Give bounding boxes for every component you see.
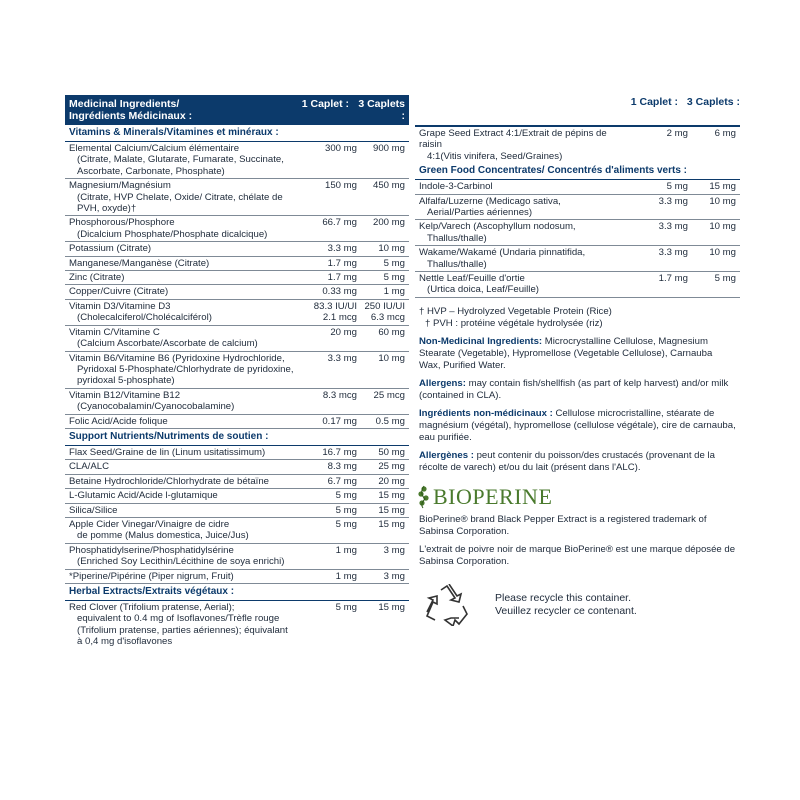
ingredient-row	[415, 195, 740, 221]
amount-3-caplets: 15 mg	[378, 602, 405, 613]
header-1-caplet: 1 Caplet :	[301, 98, 349, 110]
amount-3-caplets: 1 mg	[383, 286, 405, 298]
ingredient-row	[65, 570, 409, 584]
amount-3-caplets: 10 mg	[709, 221, 736, 233]
amount-3-caplets: 3 mg	[383, 544, 405, 556]
header-3-caplets: 3 Caplets :	[358, 98, 405, 122]
ingredient-detail: (Citrate, Malate, Glutarate, Fumarate, Succinate, Ascorbate, Carbonate, Phosphate)	[77, 154, 284, 177]
ingredient-row	[65, 326, 409, 352]
ingredient-row	[65, 242, 409, 256]
ingredient-detail: (Citrate, HVP Chelate, Oxide/ Citrate, chélate de PVH, oxyde)†	[77, 191, 283, 215]
amount-3-caplets: 5 mg	[383, 257, 405, 269]
amount-3-caplets: 450 mg	[373, 180, 405, 192]
amount-1-caplet: 150 mg	[325, 180, 357, 192]
ingredient-row	[415, 246, 740, 272]
amount-1-caplet: 3.3 mg	[658, 247, 688, 259]
ingredient-row	[65, 389, 409, 415]
ingredient-row	[65, 352, 409, 389]
amount-3-caplets: 20 mg	[378, 475, 405, 487]
ingredient-row	[65, 179, 409, 216]
ingredient-name: Kelp/Varech (Ascophyllum nodosum, Thallus/thalle)	[419, 221, 626, 244]
amount-3-caplets: 15 mg	[378, 518, 405, 530]
amount-1-caplet: 83.3 IU/UI 2.1 mcg	[313, 300, 357, 324]
amount-1-caplet: 16.7 mg	[322, 446, 357, 458]
amount-3-caplets: 5 mg	[714, 273, 736, 285]
ingredient-name: Copper/Cuivre (Citrate)	[69, 286, 169, 298]
footnote-hvp: † HVP – Hydrolyzed Vegetable Protein (Rice)	[419, 305, 612, 317]
amount-1-caplet: 1 mg	[335, 544, 357, 556]
ingredient-name: *Piperine/Pipérine (Piper nigrum, Fruit)	[69, 570, 234, 582]
ingredient-name: Vitamin B12/Vitamine B12 (Cyanocobalamin/Cyanocobalamine)	[69, 390, 295, 413]
amount-3-caplets: 15 mg	[378, 504, 405, 516]
footnotes	[415, 298, 740, 330]
ingredient-name: Betaine Hydrochloride/Chlorhydrate de bétaïne	[69, 475, 269, 487]
amount-1-caplet: 3.3 mg	[658, 221, 688, 233]
footnote-pvh: † PVH : protéine végétale hydrolysée (riz)	[425, 317, 603, 329]
amount-3-caplets: 5 mg	[383, 272, 405, 284]
bioperine-logo	[415, 474, 740, 510]
amount-1-caplet: 3.3 mg	[658, 195, 688, 207]
ingredient-row	[65, 544, 409, 570]
medicinal-ingredients-table-right	[415, 95, 740, 626]
green-food-rows	[415, 180, 740, 298]
ingredient-detail: de pomme (Malus domestica, Juice/Jus)	[77, 530, 249, 542]
amount-1-caplet: 0.17 mg	[322, 415, 357, 427]
recycle-icon	[425, 584, 469, 626]
amount-1-caplet: 1 mg	[335, 570, 357, 582]
ingredient-name: Flax Seed/Graine de lin (Linum usitatissimum)	[69, 446, 266, 458]
ingredient-name: L-Glutamic Acid/Acide l-glutamique	[69, 490, 218, 502]
amount-1-caplet: 20 mg	[330, 326, 357, 338]
bioperine-trademark-fr: L'extrait de poivre noir de marque BioPerine® est une marque déposée de Sabinsa Corporation.	[419, 543, 736, 567]
ingredient-row	[65, 446, 409, 460]
amount-1-caplet: 1.7 mg	[327, 257, 357, 269]
ingredient-detail: (Cholecalciferol/Cholécalciférol)	[77, 312, 212, 324]
ingredient-row	[65, 271, 409, 285]
amount-1-caplet: 300 mg	[325, 143, 357, 154]
amount-1-caplet: 3.3 mg	[327, 352, 357, 364]
ingredient-name: Zinc (Citrate)	[69, 272, 125, 284]
amount-3-caplets: 900 mg	[373, 143, 405, 154]
bioperine-wordmark: BIOPERINE	[433, 483, 553, 509]
ingredient-detail: (Cyanocobalamin/Cyanocobalamine)	[77, 401, 235, 413]
ingredient-row	[415, 220, 740, 246]
green-food-title: Green Food Concentrates/ Concentrés d'aliments verts :	[415, 163, 740, 180]
amount-1-caplet: 66.7 mg	[322, 217, 357, 229]
ingredient-row	[65, 518, 409, 544]
ingredient-name: Nettle Leaf/Feuille d'ortie (Urtica doica, Leaf/Feuille)	[419, 273, 626, 296]
ingredient-name: Phosphorous/Phosphore (Dicalcium Phosphate/Phosphate dicalcique)	[69, 217, 295, 240]
amount-3-caplets: 60 mg	[378, 326, 405, 338]
ingredient-name: Grape Seed Extract 4:1/Extrait de pépins de raisin 4:1(Vitis vinifera, Seed/Graines)	[419, 128, 626, 162]
ingredient-detail: Pyridoxal 5-Phosphate/Chlorhydrate de pyridoxine, pyridoxal 5-phosphate)	[77, 363, 294, 387]
ingredient-detail: (Calcium Ascorbate/Ascorbate de calcium)	[77, 338, 258, 350]
amount-3-caplets: 15 mg	[378, 490, 405, 502]
ingredient-name: Phosphatidylserine/Phosphatidylsérine (Enriched Soy Lecithin/Lécithine de soya enrichi)	[69, 545, 295, 568]
non-medicinal-ingredients: Non-Medicinal Ingredients: Microcrystalline Cellulose, Magnesium Stearate (Vegetable), Hypromellose (Vegetable Cellulose), Carnauba Wax, Purified Water.	[419, 335, 713, 371]
amount-3-caplets: 25 mcg	[373, 389, 405, 401]
amount-3-caplets: 10 mg	[709, 195, 736, 207]
ingredient-row	[65, 460, 409, 474]
non-medicinal-ingredients-fr: Ingrédients non-médicinaux : Cellulose microcristalline, stéarate de magnésium (végétal), hypromellose (cellulose végétale), cire de carnauba, eau purifiée.	[419, 407, 736, 443]
amount-1-caplet: 5 mg	[666, 181, 688, 193]
ingredient-name: Vitamin B6/Vitamine B6 (Pyridoxine Hydrochloride, Pyridoxal 5-Phosphate/Chlorhydrate de pyridoxine, pyridoxal 5-phosphate)	[69, 352, 294, 387]
allergens-fr: Allergènes : peut contenir du poisson/des crustacés (provenant de la récolte de varech) et/ou du lait (présent dans l'ALC).	[419, 449, 715, 473]
amount-1-caplet: 1.7 mg	[327, 272, 357, 284]
amount-1-caplet: 3.3 mg	[327, 243, 357, 255]
ingredient-detail: (Urtica doica, Leaf/Feuille)	[427, 284, 539, 296]
ingredient-name: Magnesium/Magnésium (Citrate, HVP Chelate, Oxide/ Citrate, chélate de PVH, oxyde)†	[69, 180, 295, 214]
ingredient-name: Silica/Silice	[69, 504, 118, 516]
amount-1-caplet: 2 mg	[666, 128, 688, 139]
left-sections	[65, 125, 409, 649]
ingredient-detail: (Dicalcium Phosphate/Phosphate dicalcique)	[77, 228, 268, 240]
amount-3-caplets: 10 mg	[709, 247, 736, 259]
amount-1-caplet: 1.7 mg	[658, 273, 688, 285]
recycle-text	[469, 592, 637, 618]
amount-1-caplet: 0.33 mg	[322, 286, 357, 298]
ingredient-name: CLA/ALC	[69, 461, 109, 473]
pepper-vine-icon	[415, 485, 433, 509]
amount-3-caplets: 3 mg	[383, 570, 405, 582]
amount-3-caplets: 0.5 mg	[375, 415, 405, 427]
allergens: Allergens: may contain fish/shellfish (as part of kelp harvest) and/or milk (contained in CLA).	[419, 377, 729, 401]
amount-3-caplets: 10 mg	[378, 243, 405, 255]
section-title: Herbal Extracts/Extraits végétaux :	[65, 584, 409, 601]
ingredient-row	[65, 504, 409, 518]
ingredient-row	[415, 180, 740, 194]
ingredient-name: Elemental Calcium/Calcium élémentaire (Citrate, Malate, Glutarate, Fumarate, Succinate, Ascorbate, Carbonate, Phosphate)	[69, 143, 295, 177]
ingredient-name: Manganese/Manganèse (Citrate)	[69, 257, 210, 269]
amount-1-caplet: 5 mg	[335, 504, 357, 516]
ingredient-detail: 4:1(Vitis vinifera, Seed/Graines)	[427, 150, 563, 162]
section-title: Vitamins & Minerals/Vitamines et minéraux :	[65, 125, 409, 142]
bioperine-trademark-en: BioPerine® brand Black Pepper Extract is a registered trademark of Sabinsa Corporation.	[419, 513, 707, 537]
amount-3-caplets: 50 mg	[378, 446, 405, 458]
amount-1-caplet: 8.3 mg	[327, 461, 357, 473]
ingredient-detail: Thallus/thalle)	[427, 232, 487, 244]
amount-1-caplet: 5 mg	[335, 490, 357, 502]
table-header	[65, 95, 409, 125]
ingredient-row	[65, 601, 409, 649]
ingredient-name: Alfalfa/Luzerne (Medicago sativa, Aerial/Parties aériennes)	[419, 196, 626, 219]
ingredient-row	[65, 415, 409, 429]
amount-3-caplets: 200 mg	[373, 217, 405, 229]
ingredient-row	[65, 257, 409, 271]
header-1-caplet: 1 Caplet :	[630, 96, 678, 108]
ingredient-name: Apple Cider Vinegar/Vinaigre de cidre de pomme (Malus domestica, Juice/Jus)	[69, 519, 295, 542]
ingredient-detail: Aerial/Parties aériennes)	[427, 207, 533, 219]
header-3-caplets: 3 Caplets :	[686, 96, 740, 108]
ingredient-row	[65, 142, 409, 179]
ingredient-name: Wakame/Wakamé (Undaria pinnatifida, Thallus/thalle)	[419, 247, 626, 270]
ingredient-name: Indole-3-Carbinol	[419, 181, 493, 193]
amount-1-caplet: 6.7 mg	[327, 475, 357, 487]
amount-3-caplets: 15 mg	[709, 181, 736, 193]
ingredient-row	[65, 489, 409, 503]
ingredient-name: Vitamin D3/Vitamine D3 (Cholecalciferol/Cholécalciférol)	[69, 301, 295, 324]
amount-3-caplets: 10 mg	[378, 352, 405, 364]
ingredient-row	[65, 300, 409, 326]
amount-3-caplets: 6 mg	[714, 128, 736, 139]
ingredient-detail: (Enriched Soy Lecithin/Lécithine de soya enrichi)	[77, 556, 285, 568]
header-line-1: Medicinal Ingredients/	[69, 98, 180, 110]
amount-1-caplet: 5 mg	[335, 602, 357, 613]
section-title: Support Nutrients/Nutriments de soutien :	[65, 429, 409, 446]
amount-3-caplets: 250 IU/UI 6.3 mcg	[364, 300, 405, 324]
right-header	[415, 95, 740, 109]
ingredient-name: Folic Acid/Acide folique	[69, 415, 168, 427]
amount-1-caplet: 8.3 mcg	[322, 389, 357, 401]
ingredient-detail: Thallus/thalle)	[427, 258, 487, 270]
amount-1-caplet: 5 mg	[335, 518, 357, 530]
ingredient-name: Potassium (Citrate)	[69, 243, 152, 255]
recycle-fr: Veuillez recycler ce contenant.	[495, 604, 637, 617]
ingredient-row	[415, 127, 740, 163]
ingredient-row	[65, 475, 409, 489]
ingredient-name: Red Clover (Trifolium pratense, Aerial); equivalent to 0.4 mg of Isoflavones/Trèfle rouge (Trifolium pratense, parties aériennes); équivalant à 0,4 mg d'isoflavones	[69, 602, 295, 648]
header-line-2: Ingrédients Médicinaux :	[69, 110, 193, 122]
ingredient-detail: equivalent to 0.4 mg of Isoflavones/Trèfle rouge (Trifolium pratense, parties aériennes); équivalant à 0,4 mg d'isoflavones	[77, 613, 288, 648]
ingredient-row	[65, 216, 409, 242]
recycle-en: Please recycle this container.	[495, 591, 631, 604]
recycle-notice	[415, 568, 740, 626]
header-ingredient	[69, 98, 299, 122]
ingredient-row	[415, 272, 740, 298]
amount-3-caplets: 25 mg	[378, 461, 405, 473]
ingredient-row	[65, 285, 409, 299]
medicinal-ingredients-table-left	[65, 95, 409, 649]
ingredient-name: Vitamin C/Vitamine C (Calcium Ascorbate/Ascorbate de calcium)	[69, 327, 295, 350]
right-top-rows	[415, 127, 740, 163]
